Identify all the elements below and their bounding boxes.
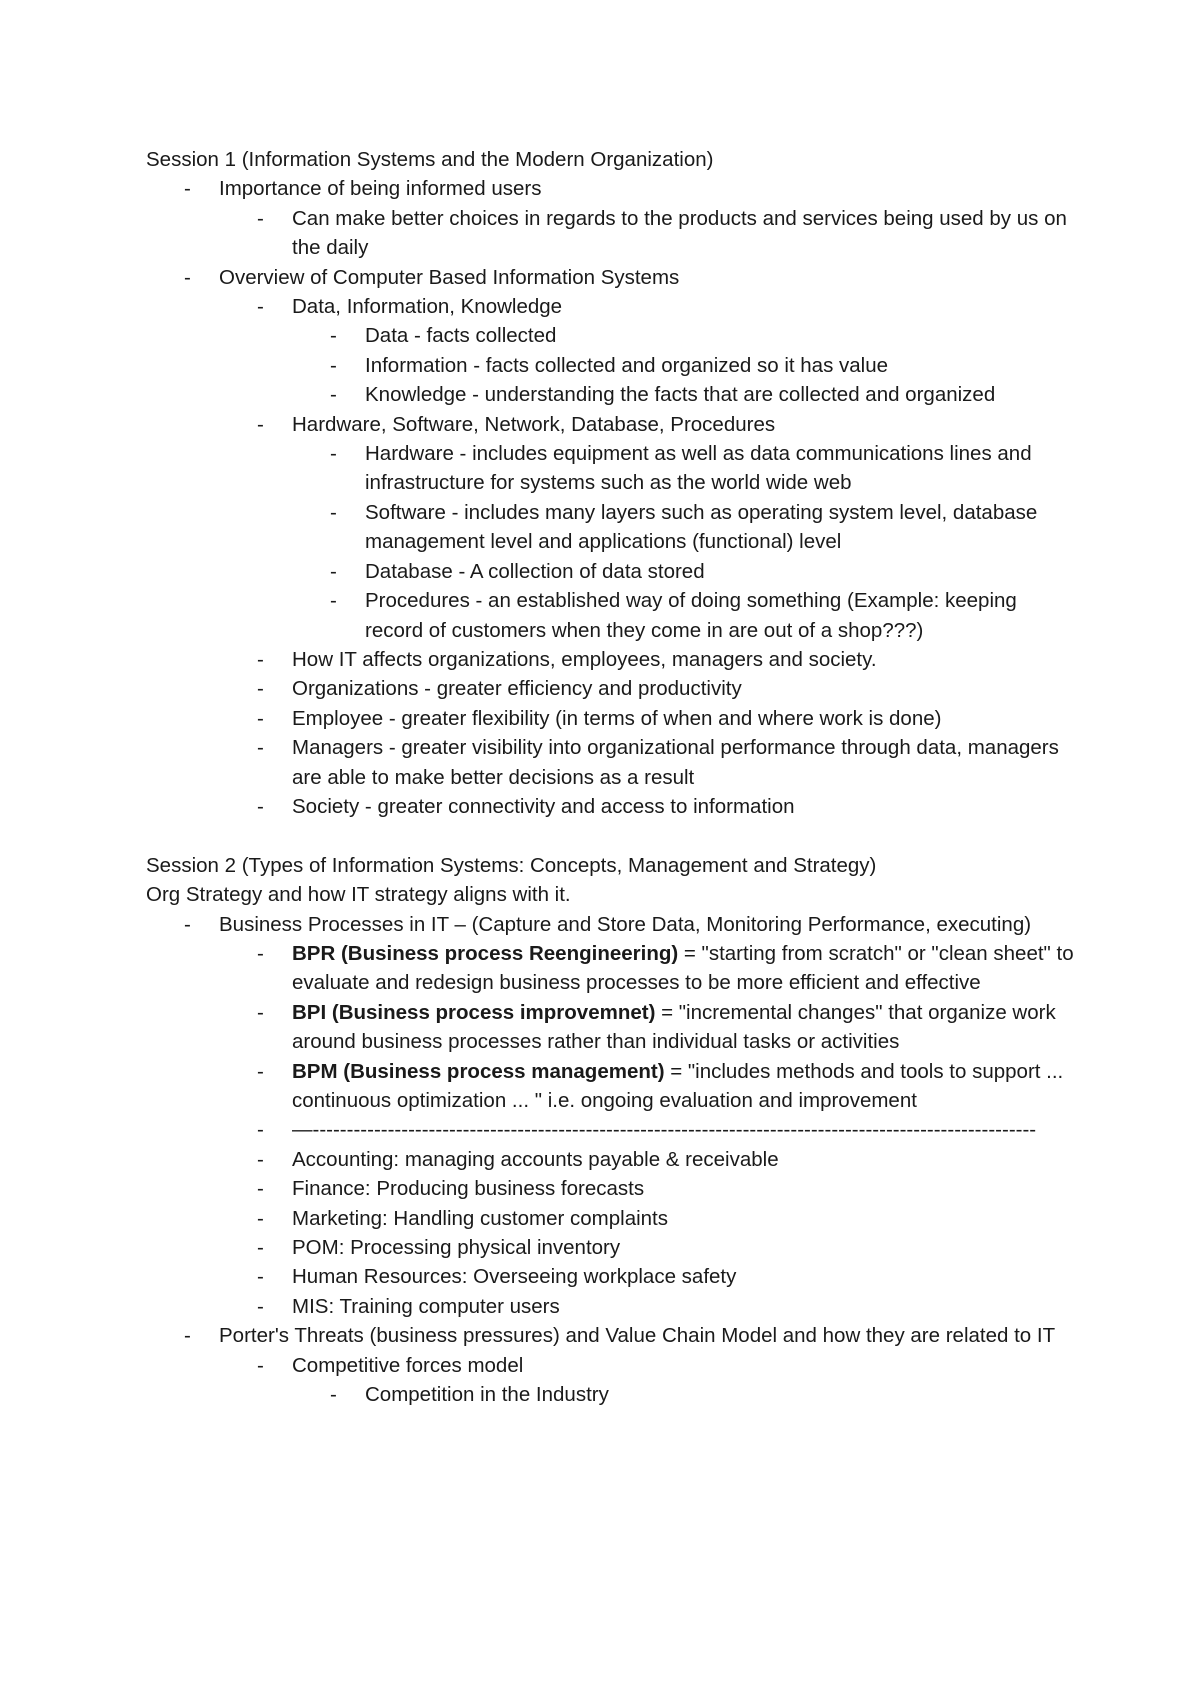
list-item xyxy=(292,586,1076,645)
list-item-text: Data - facts collected xyxy=(365,324,557,348)
list-item xyxy=(219,704,1076,733)
list-item-text: Overview of Computer Based Information Systems xyxy=(219,265,680,289)
list-item-text: Finance: Producing business forecasts xyxy=(292,1177,645,1201)
bpr-term: BPR (Business process Reengineering) xyxy=(292,941,679,965)
list-item xyxy=(219,792,1076,821)
list-item-bpm xyxy=(219,1057,1076,1116)
list-item-bpi xyxy=(219,998,1076,1057)
list-item-text xyxy=(292,939,1076,998)
list-item-text: POM: Processing physical inventory xyxy=(292,1236,621,1260)
list-item xyxy=(219,1262,1076,1291)
list-item-text: Can make better choices in regards to the products and services being used by us on the daily xyxy=(292,206,1067,260)
bullet: - xyxy=(330,353,337,377)
list-item xyxy=(292,439,1076,498)
list-item xyxy=(219,1204,1076,1233)
list-item-text: Society - greater connectivity and access to information xyxy=(292,794,795,818)
session-2-outline-b xyxy=(146,1145,1076,1410)
list-item xyxy=(219,733,1076,792)
bullet: - xyxy=(257,736,264,760)
list-item-text: Importance of being informed users xyxy=(219,177,542,201)
bullet: - xyxy=(257,1177,264,1201)
divider-line: —---------------------------------------------------------------------------------------------------------- xyxy=(292,1118,1037,1142)
bullet: - xyxy=(257,1265,264,1289)
list-item xyxy=(292,498,1076,557)
list-item-bpr xyxy=(219,939,1076,998)
bullet: - xyxy=(257,1118,264,1142)
section-gap xyxy=(146,821,1076,850)
bullet: - xyxy=(330,324,337,348)
list-item-text: Knowledge - understanding the facts that are collected and organized xyxy=(365,383,996,407)
list-item-text: Software - includes many layers such as operating system level, database management level and applications (functional) level xyxy=(365,500,1038,554)
list-item-divider xyxy=(219,1115,1076,1144)
session-2-subtitle: Org Strategy and how IT strategy aligns with it. xyxy=(146,883,571,907)
session-2-outline-a xyxy=(146,910,1076,939)
bpm-definition: = "includes methods and tools to support ... continuous optimization ... " i.e. ongoing evaluation and improvement xyxy=(292,1059,1064,1112)
bullet: - xyxy=(330,559,337,583)
list-item-text: Competitive forces model xyxy=(292,1353,524,1377)
list-item xyxy=(219,1351,1076,1380)
list-item-text: Human Resources: Overseeing workplace safety xyxy=(292,1265,737,1289)
document-page xyxy=(146,145,1076,1409)
bullet: - xyxy=(257,412,264,436)
bpr-definition: = "starting from scratch" or "clean sheet" to evaluate and redesign business processes to be more efficient and effective xyxy=(292,941,1074,995)
list-item xyxy=(219,204,1076,263)
list-item xyxy=(146,263,1076,292)
bullet: - xyxy=(184,177,191,201)
list-item xyxy=(219,1292,1076,1321)
bullet: - xyxy=(257,647,264,671)
list-item-text: Porter's Threats (business pressures) and Value Chain Model and how they are related to IT xyxy=(219,1324,1056,1348)
bullet: - xyxy=(330,442,337,466)
list-item xyxy=(219,1233,1076,1262)
list-item xyxy=(292,351,1076,380)
bullet: - xyxy=(330,383,337,407)
list-item-text: MIS: Training computer users xyxy=(292,1294,560,1318)
list-item xyxy=(292,1380,1076,1409)
list-item-text: Procedures - an established way of doing something (Example: keeping record of customers when they come in are out of a shop???) xyxy=(365,589,1017,642)
bullet: - xyxy=(257,295,264,319)
list-item-text: How IT affects organizations, employees, managers and society. xyxy=(292,647,877,671)
list-item-text xyxy=(292,998,1076,1057)
list-item-text: Hardware, Software, Network, Database, Procedures xyxy=(292,412,776,436)
list-item xyxy=(146,174,1076,203)
list-item xyxy=(292,380,1076,409)
list-item xyxy=(146,910,1076,939)
bullet: - xyxy=(257,1147,264,1171)
list-item xyxy=(219,292,1076,321)
session-2-title: Session 2 (Types of Information Systems: Concepts, Management and Strategy) xyxy=(146,853,877,877)
bullet: - xyxy=(257,206,264,230)
list-item-text: Hardware - includes equipment as well as data communications lines and infrastructure for systems such as the world wide web xyxy=(365,442,1032,495)
bullet: - xyxy=(257,1059,264,1083)
bullet: - xyxy=(330,500,337,524)
bullet: - xyxy=(330,1383,337,1407)
bullet: - xyxy=(257,1294,264,1318)
list-item xyxy=(219,1174,1076,1203)
bullet: - xyxy=(330,589,337,613)
list-item xyxy=(292,557,1076,586)
list-item-text: Employee - greater flexibility (in terms of when and where work is done) xyxy=(292,706,942,730)
session-1-outline xyxy=(146,174,1076,821)
bullet: - xyxy=(184,265,191,289)
list-item-text: Competition in the Industry xyxy=(365,1383,609,1407)
bullet: - xyxy=(257,1206,264,1230)
list-item-text: Accounting: managing accounts payable & receivable xyxy=(292,1147,779,1171)
session-1-title: Session 1 (Information Systems and the Modern Organization) xyxy=(146,148,714,171)
list-item-text xyxy=(292,1057,1076,1116)
list-item-text: Organizations - greater efficiency and productivity xyxy=(292,677,742,701)
list-item-text: Business Processes in IT – (Capture and Store Data, Monitoring Performance, executing) xyxy=(219,912,1032,936)
list-item-text: Database - A collection of data stored xyxy=(365,559,705,583)
list-item-text: Managers - greater visibility into organizational performance through data, managers are able to make better decisions as a result xyxy=(292,736,1059,789)
list-item-text: Data, Information, Knowledge xyxy=(292,295,563,319)
list-item xyxy=(219,410,1076,439)
bpi-term: BPI (Business process improvemnet) xyxy=(292,1000,656,1024)
list-item xyxy=(292,321,1076,350)
bullet: - xyxy=(257,941,264,965)
list-item xyxy=(219,674,1076,703)
list-item xyxy=(146,1321,1076,1350)
bullet: - xyxy=(184,912,191,936)
list-item-text: Marketing: Handling customer complaints xyxy=(292,1206,668,1230)
bullet: - xyxy=(257,1236,264,1260)
bullet: - xyxy=(257,794,264,818)
list-item xyxy=(219,645,1076,674)
list-item xyxy=(219,1145,1076,1174)
bullet: - xyxy=(257,1000,264,1024)
bullet: - xyxy=(257,706,264,730)
list-item-text: Information - facts collected and organized so it has value xyxy=(365,353,889,377)
bpm-term: BPM (Business process management) xyxy=(292,1059,665,1083)
bullet: - xyxy=(257,1353,264,1377)
bullet: - xyxy=(257,677,264,701)
bullet: - xyxy=(184,1324,191,1348)
bpi-definition: = "incremental changes" that organize work around business processes rather than individual tasks or activities xyxy=(292,1000,1056,1054)
